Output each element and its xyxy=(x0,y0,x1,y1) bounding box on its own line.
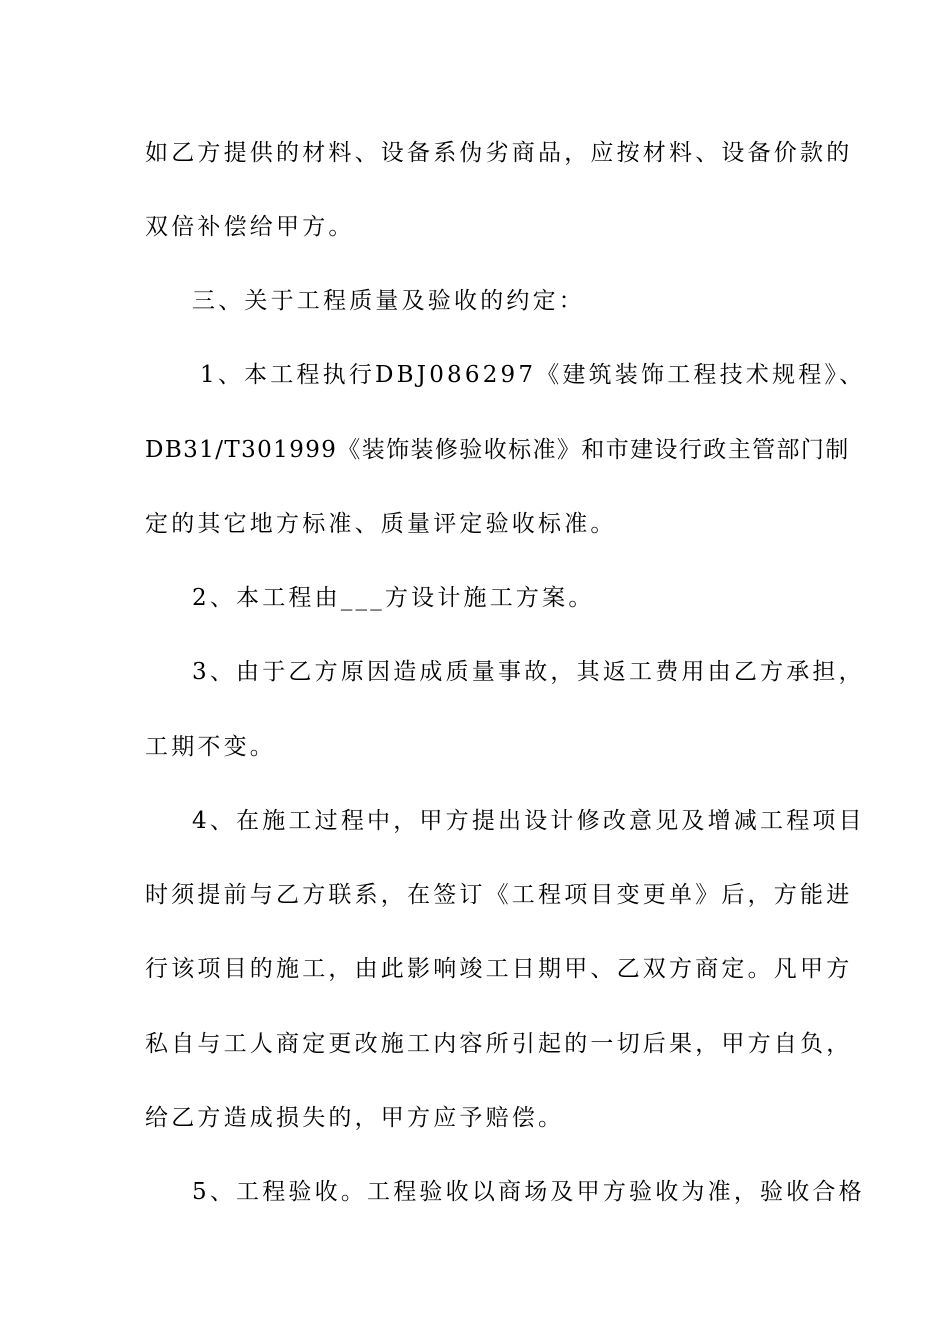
clause-3-line-2: 工期不变。 xyxy=(145,734,276,760)
section-heading-3: 三、关于工程质量及验收的约定： xyxy=(192,288,585,314)
clause-2-line-1: 2、本工程由___方设计施工方案。 xyxy=(192,585,595,611)
clause-1-line-3: 定的其它地方标准、质量评定验收标准。 xyxy=(145,511,617,537)
clause-1-line-1: 1、本工程执行DBJ086297《建筑装饰工程技术规程》、 xyxy=(200,362,866,388)
text-line-2: 双倍补偿给甲方。 xyxy=(145,214,355,240)
clause-4-line-3: 行该项目的施工，由此影响竣工日期甲、乙双方商定。凡甲方 xyxy=(145,956,853,982)
clause-5-line-1: 5、工程验收。工程验收以商场及甲方验收为准，验收合格 xyxy=(192,1179,865,1205)
clause-4-line-5: 给乙方造成损失的，甲方应予赔偿。 xyxy=(145,1105,565,1131)
text-line-1: 如乙方提供的材料、设备系伪劣商品，应按材料、设备价款的 xyxy=(145,140,853,166)
clause-1-line-2: DB31/T301999《装饰装修验收标准》和市建设行政主管部门制 xyxy=(145,437,850,463)
clause-4-line-4: 私自与工人商定更改施工内容所引起的一切后果，甲方自负， xyxy=(145,1031,853,1057)
clause-4-line-1: 4、在施工过程中，甲方提出设计修改意见及增减工程项目 xyxy=(192,808,865,834)
clause-3-line-1: 3、由于乙方原因造成质量事故，其返工费用由乙方承担， xyxy=(192,659,865,685)
clause-4-line-2: 时须提前与乙方联系，在签订《工程项目变更单》后，方能进 xyxy=(145,882,853,908)
